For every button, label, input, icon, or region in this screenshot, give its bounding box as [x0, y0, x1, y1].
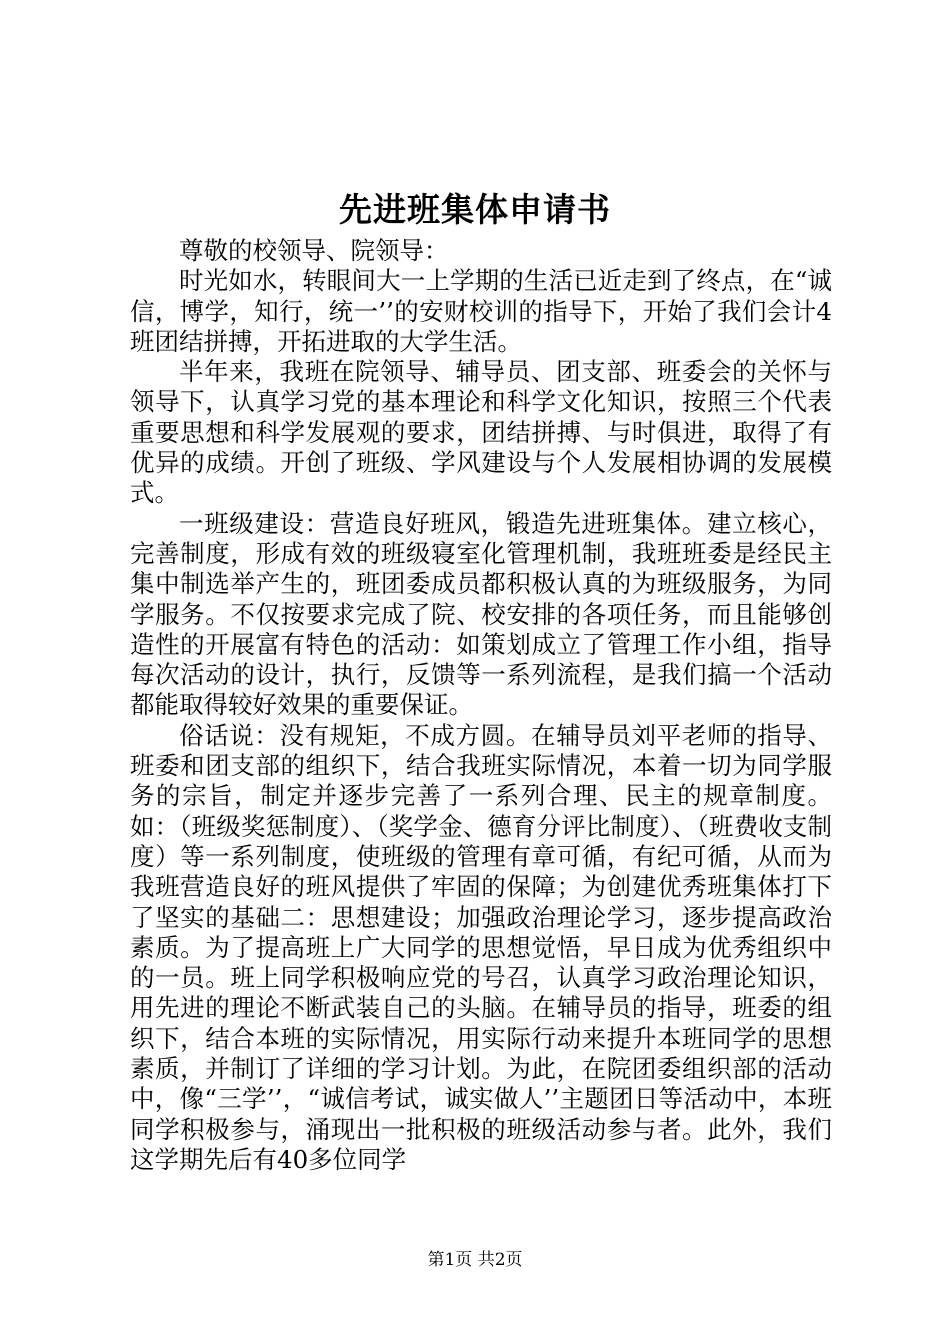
paragraph-4: 俗话说：没有规矩，不成方圆。在辅导员刘平老师的指导、班委和团支部的组织下，结合我班实际情况，本着一切为同学服务的宗旨，制定并逐步完善了一系列合理、民主的规章制度。如：（班级奖惩制度）、（奖学金、德育分评比制度）、（班费收支制度）等一系列制度，使班级的管理有章可循，有纪可循，从而为我班营造良好的班风提供了牢固的保障；为创建优秀班集体打下了坚实的基础二：思想建设；加强政治理论学习，逐步提高政治素质。为了提高班上广大同学的思想觉悟，早日成为优秀组织中的一员。班上同学积极响应党的号召，认真学习政治理论知识，用先进的理论不断武装自己的头脑。在辅导员的指导，班委的组织下，结合本班的实际情况，用实际行动来提升本班同学的思想素质，并制订了详细的学习计划。为此，在院团委组织部的活动中，像“三学’’，“诚信考试，诚实做人’’主题团日等活动中，本班同学积极参与，涌现出一批积极的班级活动参与者。此外，我们这学期先后有40多位同学: [130, 720, 832, 1174]
paragraph-3: 一班级建设：营造良好班风，锻造先进班集体。建立核心，完善制度，形成有效的班级寝室化管理机制，我班班委是经民主集中制选举产生的，班团委成员都积极认真的为班级服务，为同学服务。不仅按要求完成了院、校安排的各项任务，而且能够创造性的开展富有特色的活动：如策划成立了管理工作小组，指导每次活动的设计，执行，反馈等一系列流程，是我们搞一个活动都能取得较好效果的重要保证。: [130, 508, 832, 720]
page-footer: 第1页 共2页: [427, 1250, 523, 1270]
document-body: [130, 236, 832, 1175]
salutation: 尊敬的校领导、院领导：: [179, 236, 449, 265]
document-title: 先进班集体申请书: [339, 190, 611, 229]
paragraph-2: 半年来，我班在院领导、辅导员、团支部、班委会的关怀与领导下，认真学习党的基本理论和科学文化知识，按照三个代表重要思想和科学发展观的要求，团结拼搏、与时俱进，取得了有优异的成绩。开创了班级、学风建设与个人发展相协调的发展模式。: [130, 357, 832, 508]
paragraph-1: 时光如水，转眼间大一上学期的生活已近走到了终点，在“诚信，博学，知行，统一’’的安财校训的指导下，开始了我们会计4班团结拼搏，开拓进取的大学生活。: [130, 266, 832, 356]
